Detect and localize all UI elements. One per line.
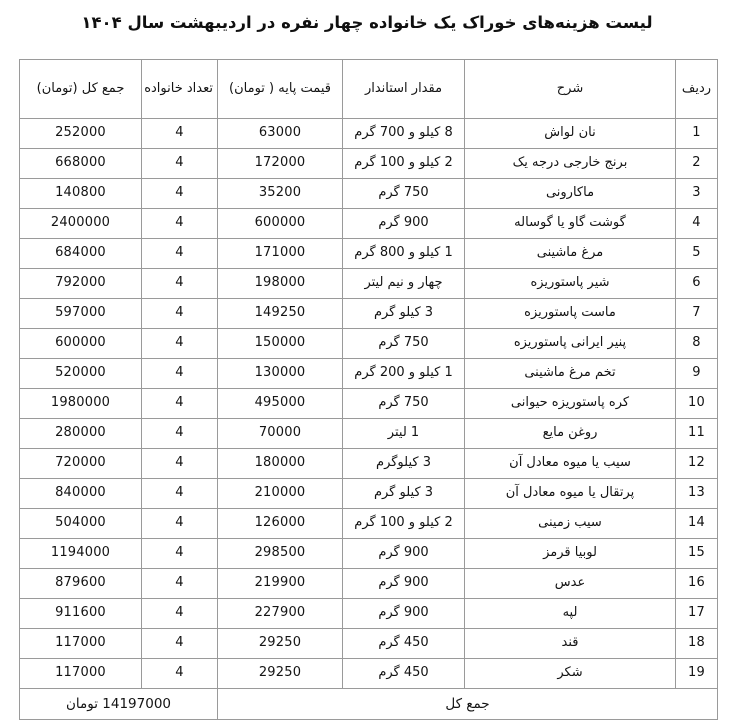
table-row <box>20 419 718 449</box>
cell-base-price: 172000 <box>218 149 343 179</box>
cell-total: 520000 <box>20 359 142 389</box>
cell-quantity: 2 کیلو و 100 گرم <box>343 149 465 179</box>
cell-total: 117000 <box>20 659 142 689</box>
food-expenses-table <box>19 59 718 720</box>
cell-index: 19 <box>676 659 718 689</box>
cell-total: 911600 <box>20 599 142 629</box>
table-row <box>20 299 718 329</box>
cell-base-price: 29250 <box>218 659 343 689</box>
cell-family-count: 4 <box>142 659 218 689</box>
cell-description: شیر پاستوریزه <box>465 269 676 299</box>
grand-total-row <box>20 689 718 720</box>
cell-quantity: 3 کیلو گرم <box>343 479 465 509</box>
cell-index: 3 <box>676 179 718 209</box>
cell-index: 12 <box>676 449 718 479</box>
cell-description: عدس <box>465 569 676 599</box>
cell-index: 16 <box>676 569 718 599</box>
table-body <box>20 119 718 689</box>
cell-description: ماست پاستوریزه <box>465 299 676 329</box>
cell-quantity: 8 کیلو و 700 گرم <box>343 119 465 149</box>
cell-base-price: 180000 <box>218 449 343 479</box>
cell-base-price: 70000 <box>218 419 343 449</box>
cell-quantity: 900 گرم <box>343 599 465 629</box>
cell-quantity: 750 گرم <box>343 329 465 359</box>
column-header-quantity: مقدار استاندار <box>343 60 465 119</box>
cell-base-price: 171000 <box>218 239 343 269</box>
table-row <box>20 509 718 539</box>
cell-family-count: 4 <box>142 389 218 419</box>
cell-family-count: 4 <box>142 599 218 629</box>
cell-family-count: 4 <box>142 269 218 299</box>
cell-total: 720000 <box>20 449 142 479</box>
cell-index: 1 <box>676 119 718 149</box>
cell-description: ماکارونی <box>465 179 676 209</box>
cell-family-count: 4 <box>142 239 218 269</box>
cell-total: 597000 <box>20 299 142 329</box>
cell-description: قند <box>465 629 676 659</box>
cell-total: 252000 <box>20 119 142 149</box>
cell-base-price: 126000 <box>218 509 343 539</box>
table-row <box>20 599 718 629</box>
cell-family-count: 4 <box>142 209 218 239</box>
cell-description: روغن مایع <box>465 419 676 449</box>
cell-family-count: 4 <box>142 449 218 479</box>
cell-quantity: 1 کیلو و 800 گرم <box>343 239 465 269</box>
table-row <box>20 359 718 389</box>
cell-family-count: 4 <box>142 359 218 389</box>
page-title: لیست هزینه‌های خوراک یک خانواده چهار نفره در اردیبهشت سال ۱۴۰۴ <box>81 13 653 32</box>
cell-base-price: 29250 <box>218 629 343 659</box>
cell-total: 879600 <box>20 569 142 599</box>
cell-total: 840000 <box>20 479 142 509</box>
cell-index: 6 <box>676 269 718 299</box>
table-header <box>20 60 718 119</box>
cell-description: شکر <box>465 659 676 689</box>
cell-index: 17 <box>676 599 718 629</box>
table-row <box>20 389 718 419</box>
cell-base-price: 210000 <box>218 479 343 509</box>
cell-quantity: 750 گرم <box>343 389 465 419</box>
cell-total: 668000 <box>20 149 142 179</box>
cell-base-price: 63000 <box>218 119 343 149</box>
cell-quantity: 1 کیلو و 200 گرم <box>343 359 465 389</box>
column-header-grand-total: جمع کل (تومان) <box>20 60 142 119</box>
cell-index: 2 <box>676 149 718 179</box>
table-row <box>20 629 718 659</box>
cell-total: 600000 <box>20 329 142 359</box>
cell-total: 280000 <box>20 419 142 449</box>
cell-quantity: 2 کیلو و 100 گرم <box>343 509 465 539</box>
cell-total: 117000 <box>20 629 142 659</box>
cell-total: 2400000 <box>20 209 142 239</box>
cell-index: 18 <box>676 629 718 659</box>
cell-quantity: 3 کیلوگرم <box>343 449 465 479</box>
cell-quantity: 450 گرم <box>343 659 465 689</box>
cell-base-price: 495000 <box>218 389 343 419</box>
grand-total-label: جمع کل <box>218 689 718 720</box>
cell-quantity: 900 گرم <box>343 539 465 569</box>
cell-index: 5 <box>676 239 718 269</box>
cell-family-count: 4 <box>142 149 218 179</box>
cell-quantity: 900 گرم <box>343 569 465 599</box>
cell-quantity: چهار و نیم لیتر <box>343 269 465 299</box>
cell-quantity: 3 کیلو گرم <box>343 299 465 329</box>
cell-index: 11 <box>676 419 718 449</box>
cell-total: 504000 <box>20 509 142 539</box>
cell-base-price: 298500 <box>218 539 343 569</box>
table-row <box>20 149 718 179</box>
cell-base-price: 198000 <box>218 269 343 299</box>
cell-index: 15 <box>676 539 718 569</box>
cell-description: مرغ ماشینی <box>465 239 676 269</box>
cell-family-count: 4 <box>142 509 218 539</box>
cell-family-count: 4 <box>142 539 218 569</box>
column-header-index: ردیف <box>676 60 718 119</box>
table-row <box>20 569 718 599</box>
cell-index: 13 <box>676 479 718 509</box>
grand-total-value: 14197000 تومان <box>20 689 218 720</box>
cell-base-price: 130000 <box>218 359 343 389</box>
table-footer <box>20 689 718 720</box>
cell-base-price: 35200 <box>218 179 343 209</box>
cell-family-count: 4 <box>142 569 218 599</box>
cell-index: 7 <box>676 299 718 329</box>
cell-base-price: 150000 <box>218 329 343 359</box>
table-row <box>20 269 718 299</box>
cell-index: 10 <box>676 389 718 419</box>
cell-base-price: 227900 <box>218 599 343 629</box>
table-row <box>20 179 718 209</box>
cell-description: تخم مرغ ماشینی <box>465 359 676 389</box>
cell-description: گوشت گاو یا گوساله <box>465 209 676 239</box>
cell-family-count: 4 <box>142 419 218 449</box>
cell-total: 684000 <box>20 239 142 269</box>
cell-quantity: 750 گرم <box>343 179 465 209</box>
cell-total: 1980000 <box>20 389 142 419</box>
cell-family-count: 4 <box>142 119 218 149</box>
cell-description: برنج خارجی درجه یک <box>465 149 676 179</box>
table-row <box>20 479 718 509</box>
table-row <box>20 659 718 689</box>
table-container <box>20 59 718 720</box>
cell-description: لپه <box>465 599 676 629</box>
cell-description: سیب یا میوه معادل آن <box>465 449 676 479</box>
cell-family-count: 4 <box>142 479 218 509</box>
column-header-base-price: قیمت پایه ( تومان) <box>218 60 343 119</box>
table-row <box>20 239 718 269</box>
column-header-family-count: تعداد خانواده <box>142 60 218 119</box>
cell-index: 8 <box>676 329 718 359</box>
cell-quantity: 1 لیتر <box>343 419 465 449</box>
table-row <box>20 209 718 239</box>
cell-description: لوبیا قرمز <box>465 539 676 569</box>
cell-family-count: 4 <box>142 299 218 329</box>
cell-description: نان لواش <box>465 119 676 149</box>
cell-total: 792000 <box>20 269 142 299</box>
table-row <box>20 539 718 569</box>
cell-index: 4 <box>676 209 718 239</box>
table-row <box>20 119 718 149</box>
cell-total: 140800 <box>20 179 142 209</box>
header-row <box>20 60 718 119</box>
table-row <box>20 329 718 359</box>
cell-total: 1194000 <box>20 539 142 569</box>
cell-description: سیب زمینی <box>465 509 676 539</box>
table-row <box>20 449 718 479</box>
cell-base-price: 149250 <box>218 299 343 329</box>
cell-family-count: 4 <box>142 629 218 659</box>
cell-description: پرتقال یا میوه معادل آن <box>465 479 676 509</box>
cell-description: کره پاستوریزه حیوانی <box>465 389 676 419</box>
cell-base-price: 600000 <box>218 209 343 239</box>
column-header-description: شرح <box>465 60 676 119</box>
cell-index: 14 <box>676 509 718 539</box>
cell-family-count: 4 <box>142 329 218 359</box>
cell-quantity: 900 گرم <box>343 209 465 239</box>
cell-description: پنیر ایرانی پاستوریزه <box>465 329 676 359</box>
cell-quantity: 450 گرم <box>343 629 465 659</box>
cell-index: 9 <box>676 359 718 389</box>
cell-base-price: 219900 <box>218 569 343 599</box>
cell-family-count: 4 <box>142 179 218 209</box>
